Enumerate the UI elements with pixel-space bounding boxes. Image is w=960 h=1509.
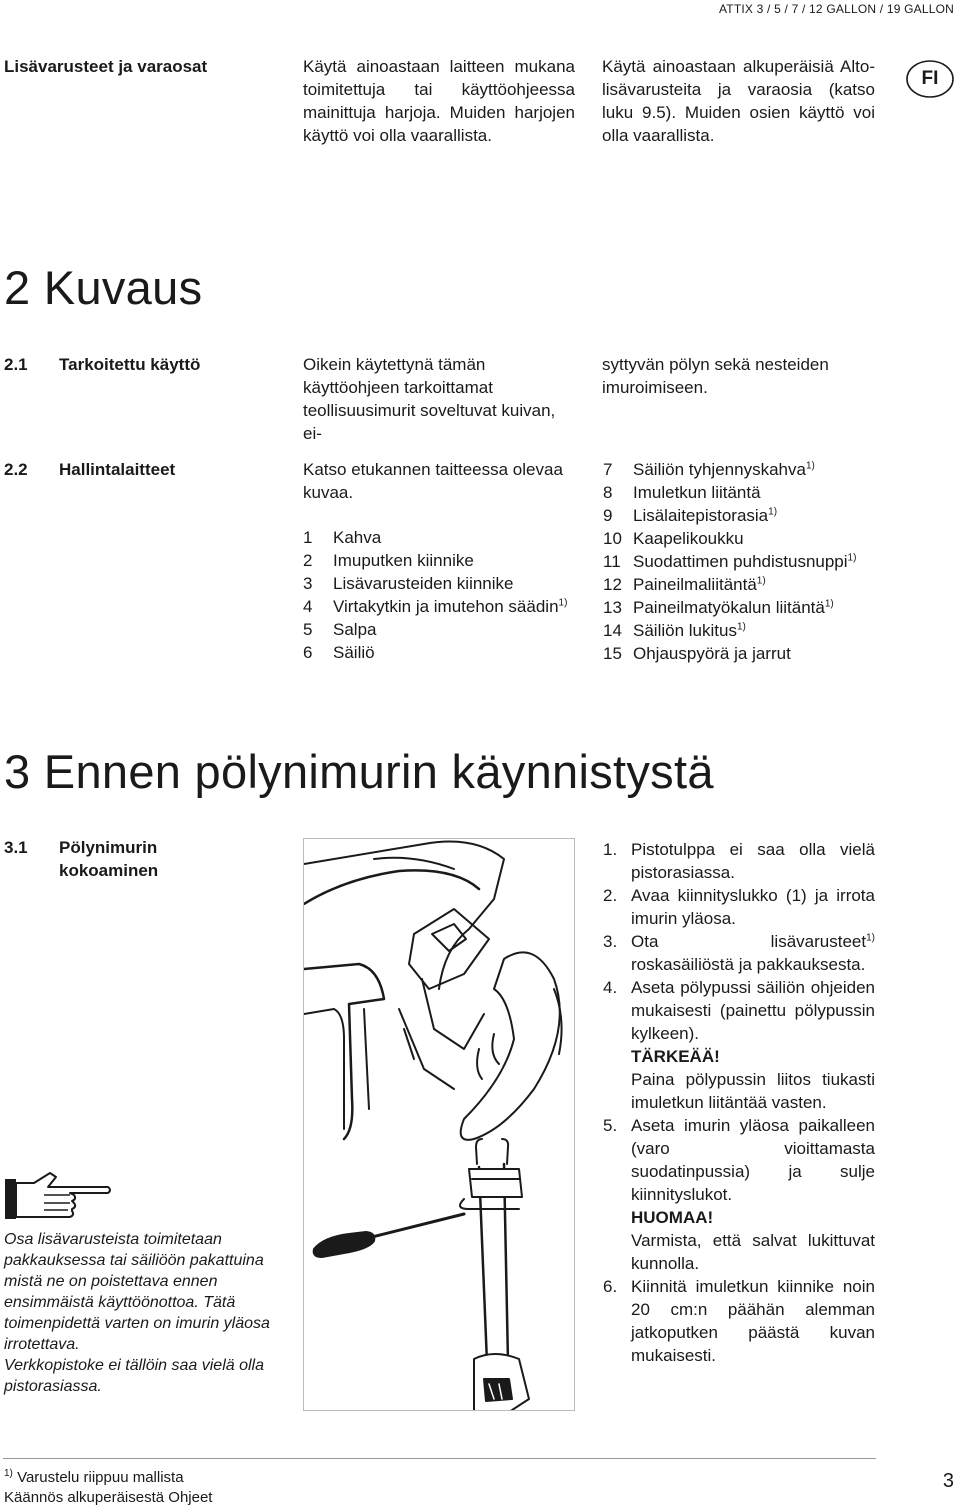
step-item: 2. Avaa kiinnityslukko (1) ja irrota imurin yläosa. — [603, 886, 875, 928]
warning-text: Paina pölypussin liitos tiukasti imuletkun liitäntää vasten. — [631, 1070, 875, 1112]
controls-list-left — [303, 526, 575, 664]
list-item: 7 Säiliön tyhjennyskahva$^{1)}$ — [603, 460, 815, 479]
section-2-2-intro: Katso etukannen taitteessa olevaa kuvaa. — [303, 460, 563, 502]
step-item: 4. Aseta pölypussi säiliön ohjeiden mukaisesti (painettu pölypussin kylkeen). TÄRKEÄÄ! Paina pölypussin liitos tiukasti imuletkun liitäntää vasten. — [603, 978, 875, 1112]
notice-text: Varmista, että salvat lukittuvat kunnolla. — [631, 1231, 875, 1273]
footer-divider — [3, 1458, 876, 1459]
warning-label: TÄRKEÄÄ! — [631, 1047, 720, 1066]
page-number: 3 — [942, 1470, 954, 1492]
list-item: 6 Säiliö — [303, 643, 375, 662]
list-item: 3 Lisävarusteiden kiinnike — [303, 574, 514, 593]
list-item: 14 Säiliön lukitus$^{1)}$ — [603, 621, 746, 640]
list-item: 12 Paineilmaliitäntä$^{1)}$ — [603, 575, 766, 594]
step-item: 5. Aseta imurin yläosa paikalleen (varo vioittamasta suodatinpussia) ja sulje kiinnityslukot. HUOMAA! Varmista, että salvat lukittuvat kunnolla. — [603, 1116, 875, 1273]
section-3-1-number: 3.1 — [4, 838, 28, 857]
assembly-illustration — [303, 838, 575, 1411]
section-2-title: 2 Kuvaus — [4, 261, 203, 314]
assembly-steps — [603, 838, 875, 1367]
list-item: 8 Imuletkun liitäntä — [603, 483, 761, 502]
section-2-2-number: 2.2 — [4, 460, 28, 479]
section-3-title: 3 Ennen pölynimurin käynnistystä — [4, 745, 714, 798]
step-item: 1. Pistotulppa ei saa olla vielä pistorasiassa. — [603, 840, 875, 882]
pointing-hand-icon — [4, 1165, 114, 1230]
accessories-text-col2: Käytä ainoastaan alkuperäisiä Alto-lisävarusteita ja varaosia (katso luku 9.5). Muiden osien käyttö voi olla vaarallista. — [602, 57, 875, 145]
step-item: 6. Kiinnitä imuletkun kiinnike noin 20 cm:n päähän alemman jatkoputken päästä kuvan mukaisesti. — [603, 1277, 875, 1365]
notice-label: HUOMAA! — [631, 1208, 714, 1227]
running-header: ATTIX 3 / 5 / 7 / 12 GALLON / 19 GALLON — [718, 2, 954, 16]
section-2-1-number: 2.1 — [4, 355, 28, 374]
section-3-1-heading: Pölynimurin kokoaminen — [59, 838, 159, 880]
controls-list-right — [603, 458, 893, 665]
list-item: 15 Ohjauspyörä ja jarrut — [603, 644, 791, 663]
list-item: 13 Paineilmatyökalun liitäntä$^{1)}$ — [603, 598, 834, 617]
section-2-1-heading: Tarkoitettu käyttö — [59, 355, 201, 374]
list-item: 5 Salpa — [303, 620, 377, 639]
list-item: 4 Virtakytkin ja imutehon säädin$^{1)}$ — [303, 597, 568, 616]
list-item: 2 Imuputken kiinnike — [303, 551, 474, 570]
list-item: 10 Kaapelikoukku — [603, 529, 744, 548]
assembly-note: Osa lisävarusteista toimitetaan pakkauksessa tai säiliöön pakattuina mistä ne on poistettava ennen ensimmäistä käyttöönottoa. Tätä toimenpidettä varten on imurin yläosa irrotettava. Verkkopistoke ei tällöin saa vielä olla pistorasiassa. — [4, 1231, 270, 1395]
accessories-heading: Lisävarusteet ja varaosat — [4, 57, 208, 76]
list-item: 11 Suodattimen puhdistusnuppi$^{1)}$ — [603, 552, 857, 571]
language-badge-label: FI — [921, 68, 939, 89]
language-badge — [905, 58, 955, 100]
section-2-1-text-col2: syttyvän pölyn sekä nesteiden imuroimiseen. — [602, 355, 829, 397]
accessories-text-col1: Käytä ainoastaan laitteen mukana toimitettuja tai käyttöohjeessa mainittuja harjoja. Muiden harjojen käyttö voi olla vaarallista. — [303, 57, 575, 145]
list-item: 1 Kahva — [303, 528, 382, 547]
section-2-1-text-col1: Oikein käytettynä tämän käyttöohjeen tarkoittamat teollisuusimurit soveltuvat kuivan, ei- — [303, 355, 556, 443]
footnote: $^{1)}$ Varustelu riippuu mallista — [4, 1468, 184, 1486]
translation-note: Käännös alkuperäisestä Ohjeet — [4, 1489, 213, 1506]
step-item: 3. Ota lisävarusteet$^{1)}$ roskasäiliöstä ja pakkauksesta. — [603, 932, 875, 974]
list-item: 9 Lisälaitepistorasia$^{1)}$ — [603, 506, 778, 525]
section-2-2-heading: Hallintalaitteet — [59, 460, 176, 479]
